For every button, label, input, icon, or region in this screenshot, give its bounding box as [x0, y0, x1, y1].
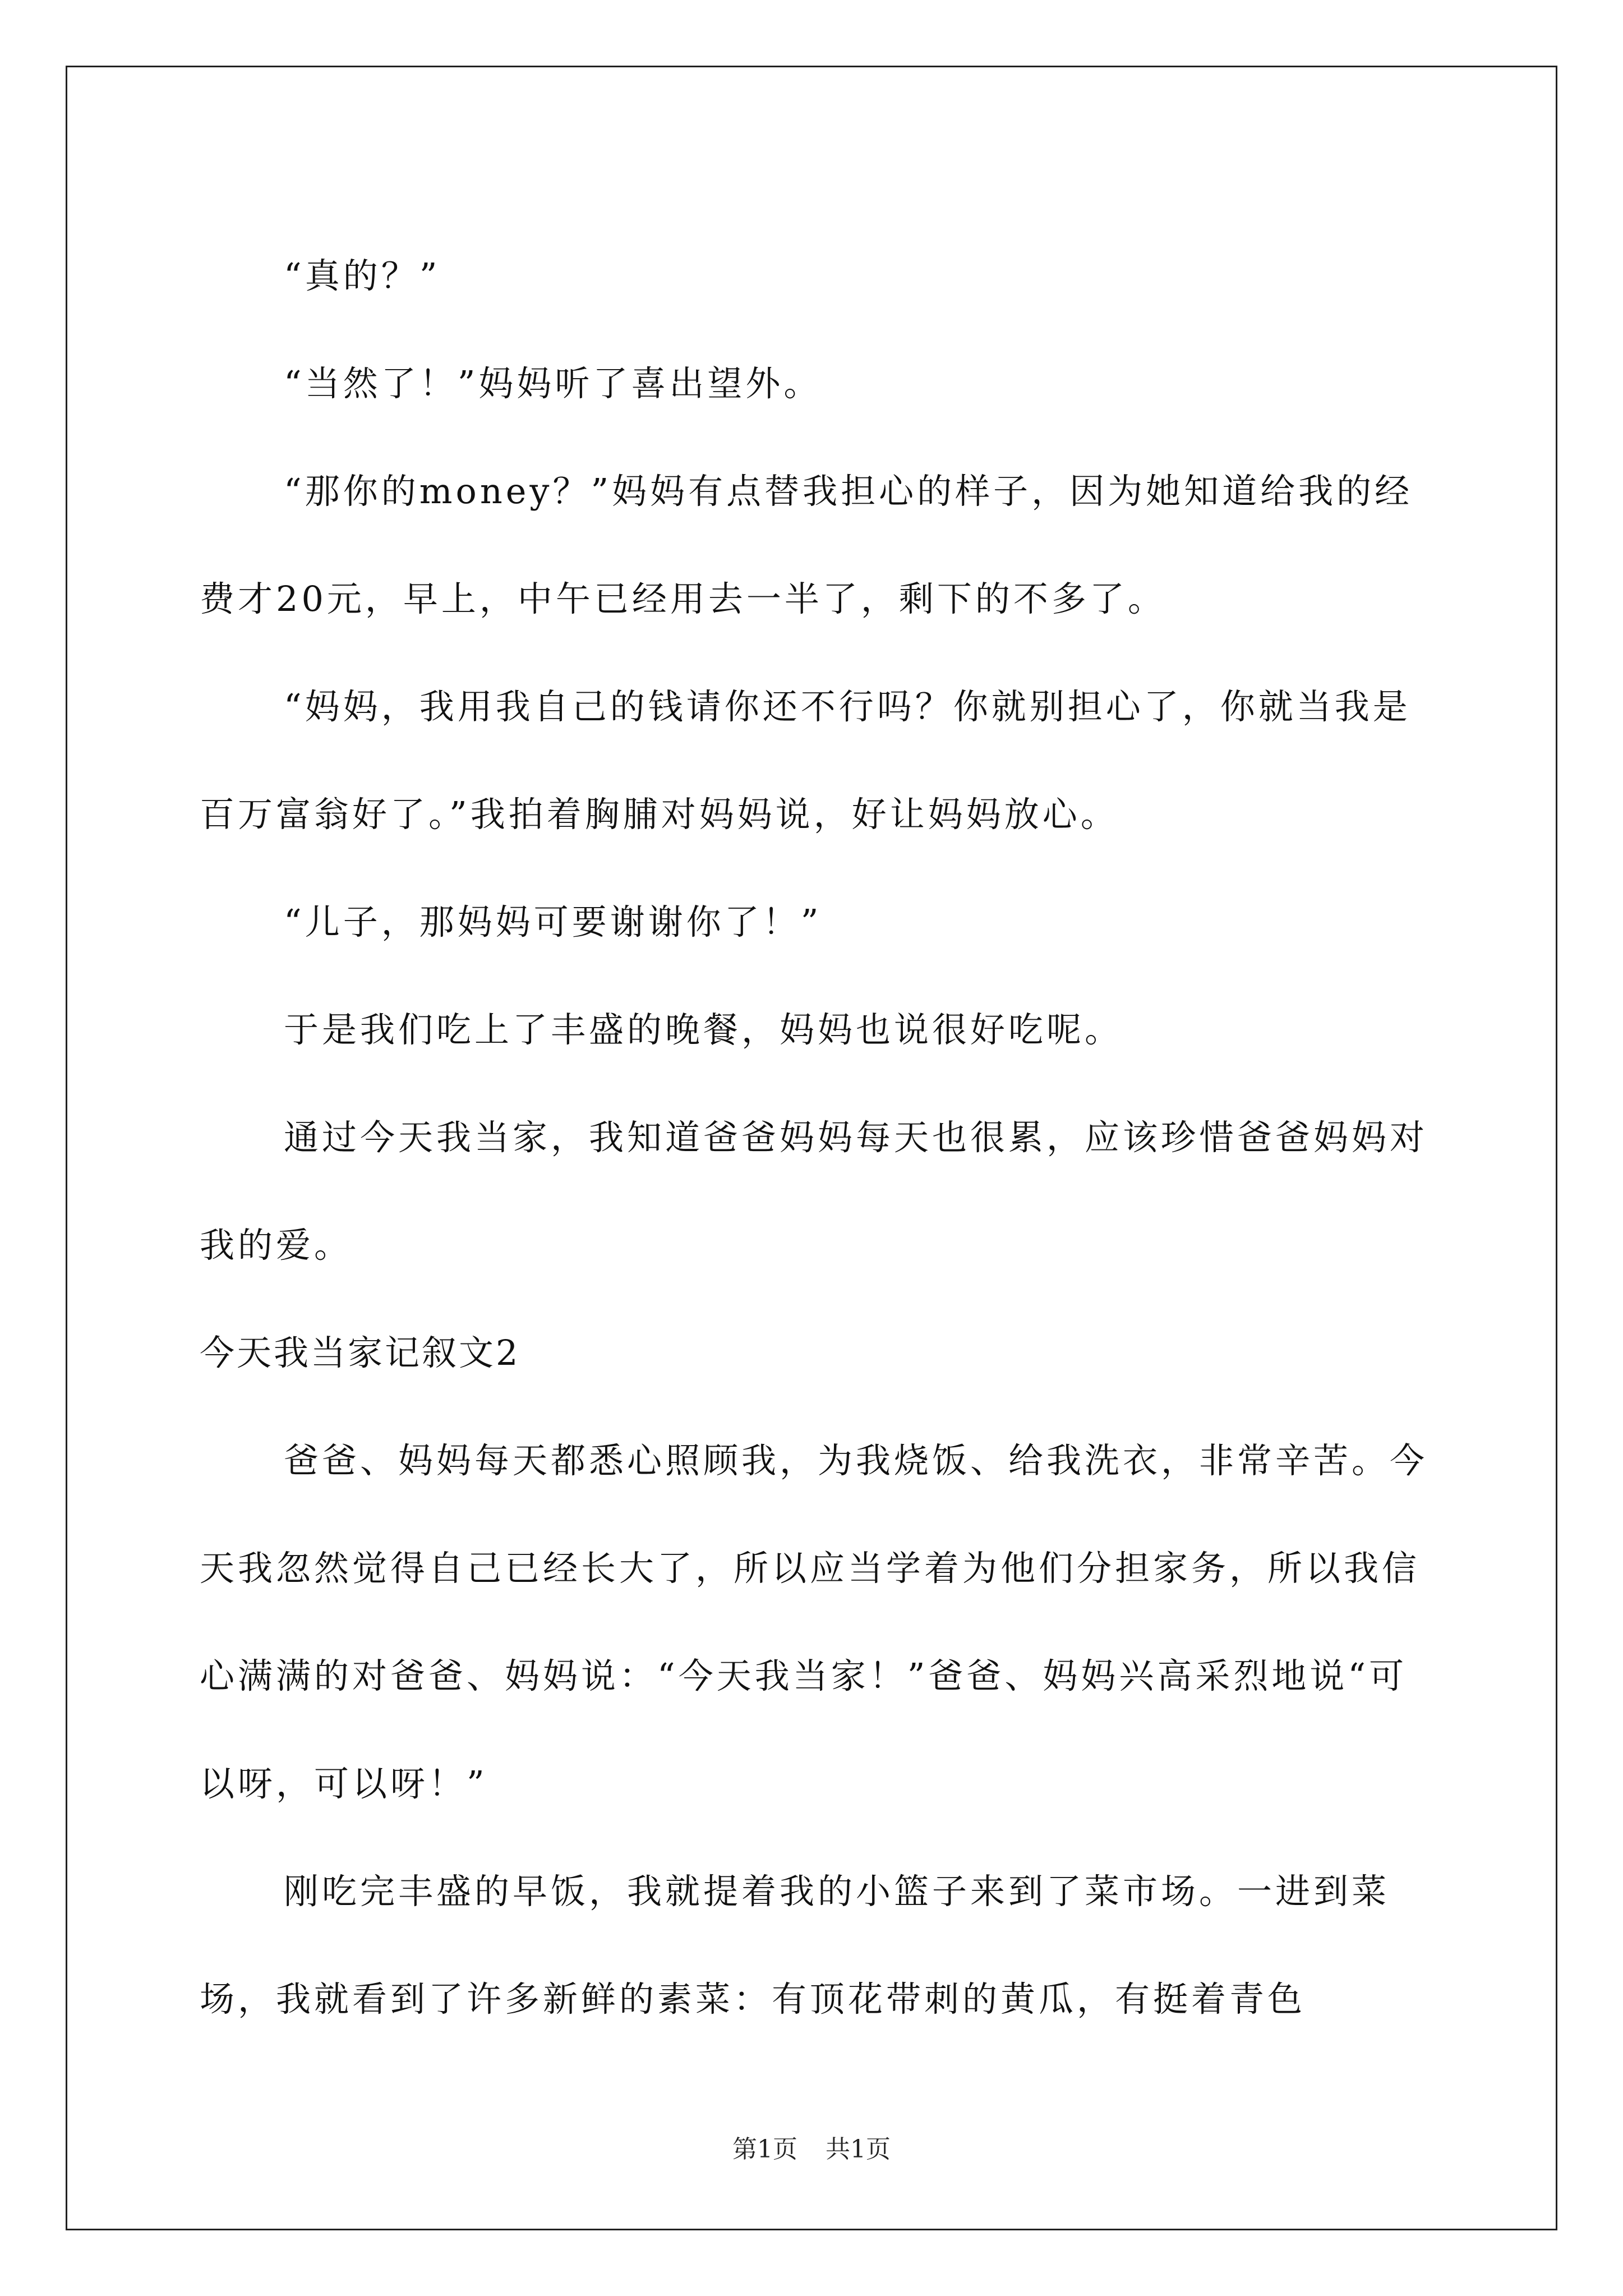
paragraph: 刚吃完丰盛的早饭，我就提着我的小篮子来到了菜市场。一进到菜场，我就看到了许多新鲜的素菜：有顶花带刺的黄瓜，有挺着青色 — [200, 1871, 1390, 2019]
document-body — [200, 222, 1428, 2053]
paragraph: “那你的money？”妈妈有点替我担心的样子，因为她知道给我的经费才20元，早上，中午已经用去一半了，剩下的不多了。 — [200, 471, 1413, 619]
paragraph: “儿子，那妈妈可要谢谢你了！” — [284, 901, 822, 942]
page-footer — [0, 2129, 1623, 2165]
page-number: 第1页 — [732, 2135, 797, 2164]
section-heading: 今天我当家记叙文2 — [200, 1332, 520, 1373]
paragraph: “妈妈，我用我自己的钱请你还不行吗？你就别担心了，你就当我是百万富翁好了。”我拍着胸脯对妈妈说，好让妈妈放心。 — [200, 686, 1411, 835]
paragraph: “真的？” — [284, 255, 441, 296]
paragraph: 通过今天我当家，我知道爸爸妈妈每天也很累，应该珍惜爸爸妈妈对我的爱。 — [200, 1117, 1428, 1266]
paragraph: 于是我们吃上了丰盛的晚餐，妈妈也说很好吃呢。 — [284, 1009, 1123, 1050]
paragraph: 爸爸、妈妈每天都悉心照顾我，为我烧饭、给我洗衣，非常辛苦。今天我忽然觉得自己已经长大了，所以应当学着为他们分担家务，所以我信心满满的对爸爸、妈妈说：“今天我当家！”爸爸、妈妈兴高采烈地说“可以呀，可以呀！” — [200, 1440, 1428, 1804]
paragraph: “当然了！”妈妈听了喜出望外。 — [284, 363, 822, 404]
page-total: 共1页 — [826, 2135, 891, 2164]
